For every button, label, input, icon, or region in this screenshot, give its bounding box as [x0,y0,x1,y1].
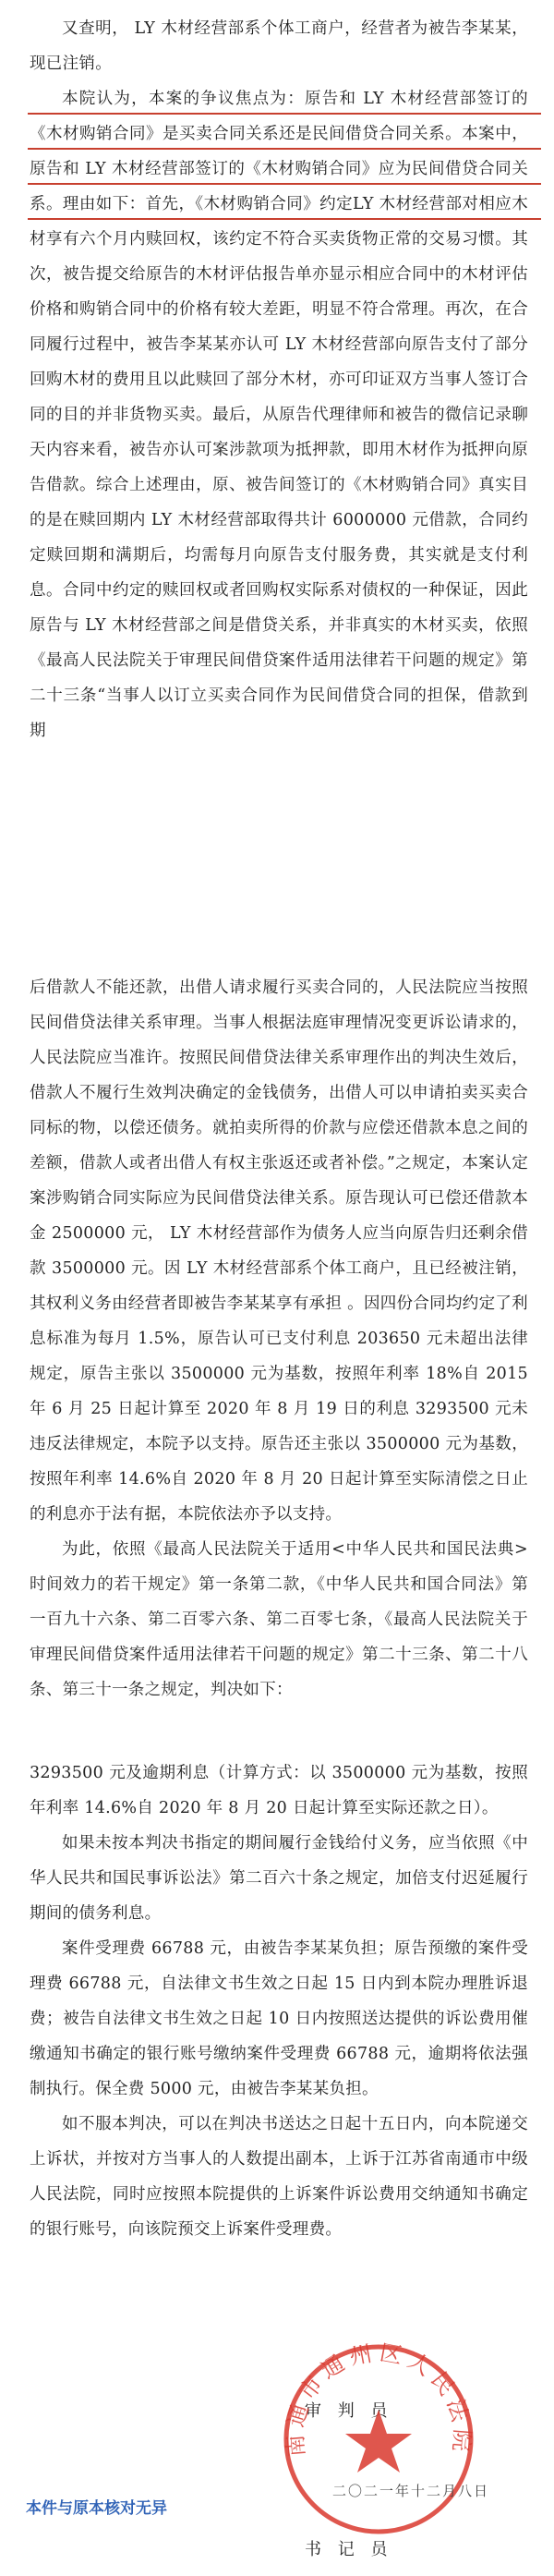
highlight-underline-3 [28,183,541,185]
paragraph-judgment-intro: 为此，依照《最高人民法院关于适用<中华人民共和国民法典>时间效力的若干规定》第一条第二款，《中华人民共和国合同法》第一百九十六条、第二百零六条、第二百零七条，《最高人民法院关于审理民间借贷案件适用法律若干问题的规定》第二十三条、第二十八条、第三十一条之规定，判决如下： [30,1540,528,1699]
judge-label: 审 判 员 [305,2401,393,2421]
clerk-label: 书 记 员 [305,2540,393,2559]
paragraph-delay-interest: 如果未按本判决书指定的期间履行金钱给付义务，应当依照《中华人民共和国民事诉讼法》第二百六十条之规定，加倍支付迟延履行期间的债务利息。 [30,1834,528,1923]
paragraph-fact-finding: 又查明， LY 木材经营部系个体工商户，经营者为被告李某某，现已注销。 [30,19,528,73]
paragraph-legal-basis: 后借款人不能还款，出借人请求履行买卖合同的，人民法院应当按照民间借贷法律关系审理。当事人根据法庭审理情况变更诉讼请求的，人民法院应当准许。按照民间借贷法律关系审理作出的判决生效后，借款人不履行生效判决确定的金钱债务，出借人可以申请拍卖买卖合同标的物，以偿还债务。就拍卖所得的价款与应偿还借款本息之间的差额，借款人或者出借人有权主张返还或者补偿。”之规定，本案认定案涉购销合同实际应为民间借贷法律关系。原告现认可已偿还借款本金 2500000 元， LY 木材经营部作为债务人应当向原告归还剩余借款 3500000 元。因 LY 木材经营部系个体工商户，且已经被注销，其权利义务由经营者即被告李某某享有承担 。因四份合同均约定了利息标准为每月 1.5%，原告认可已支付利息 203650 元未超出法律规定，原告主张以 3500000 元为基数，按照年利率 18%自 2015 年 6 月 25 日起计算至 2020 年 8 月 19 日的利息 3293500 元未违反法律规定，本院予以支持。原告还主张以 3500000 元为基数，按照年利率 14.6%自 2020 年 8 月 20 日起计算至实际清偿之日止的利息亦于法有据，本院依法亦予以支持。 [30,978,528,1524]
highlight-underline-1 [28,113,541,115]
svg-text:南通市通州区人民法院: 南通市通州区人民法院 [282,2339,476,2459]
section-1 [30,11,528,748]
page-break-gap [0,924,554,966]
highlight-underline-2 [28,148,541,150]
paragraph-court-fees: 案件受理费 66788 元，由被告李某某负担；原告预缴的案件受理费 66788 元，自法律文书生效之日起 15 日内到本院办理胜诉退费；被告自法律文书生效之日起 10 日内按照送达提供的诉讼费用催缴通知书确定的银行账号缴纳案件受理费 66788 元，逾期将依法强制执行。保全费 5000 元，由被告李某某负担。 [30,1939,528,2098]
court-seal [277,2338,480,2541]
paragraph-interest: 3293500 元及逾期利息（计算方式：以 3500000 元为基数，按照年利率 14.6%自 2020 年 8 月 20 日起计算至实际还款之日）。 [30,1764,528,1817]
paragraph-court-opinion: 本院认为，本案的争议焦点为：原告和 LY 木材经营部签订的《木材购销合同》是买卖合同关系还是民间借贷合同关系。本案中，原告和 LY 木材经营部签订的《木材购销合同》应为民间借贷合同关系。理由如下：首先，《木材购销合同》约定LY 木材经营部对相应木材享有六个月内赎回权，该约定不符合买卖货物正常的交易习惯。其次，被告提交给原告的木材评估报告单亦显示相应合同中的木材评估价格和购销合同中的价格有较大差距，明显不符合常理。再次，在合同履行过程中，被告李某某亦认可 LY 木材经营部向原告支付了部分回购木材的费用且以此赎回了部分木材，亦可印证双方当事人签订合同的目的并非货物买卖。最后，从原告代理律师和被告的微信记录聊天内容来看，被告亦认可案涉款项为抵押款，即用木材作为抵押向原告借款。综合上述理由，原、被告间签订的《木材购销合同》真实目的是在赎回期内 LY 木材经营部取得共计 6000000 元借款，合同约定赎回期和满期后，均需每月向原告支付服务费，其实就是支付利息。合同中约定的赎回权或者回购权实际系对债权的一种保证，因此原告与 LY 木材经营部之间是借贷关系，并非真实的木材买卖，依照《最高人民法院关于审理民间借贷案件适用法律若干问题的规定》第二十三条“当事人以订立买卖合同作为民间借贷合同的担保，借款到期 [30,90,528,740]
section-3 [30,1756,528,2247]
highlight-underline-4 [28,218,541,220]
judgment-date: 二〇二一年十二月八日 [332,2483,490,2499]
section-2 [30,970,528,1707]
verification-note: 本件与原本核对无异 [26,2499,167,2518]
paragraph-appeal: 如不服本判决，可以在判决书送达之日起十五日内，向本院递交上诉状，并按对方当事人的人数提出副本，上诉于江苏省南通市中级人民法院，同时应按照本院提供的上诉案件诉讼费用交纳通知书确定的银行账号，向该院预交上诉案件受理费。 [30,2115,528,2239]
